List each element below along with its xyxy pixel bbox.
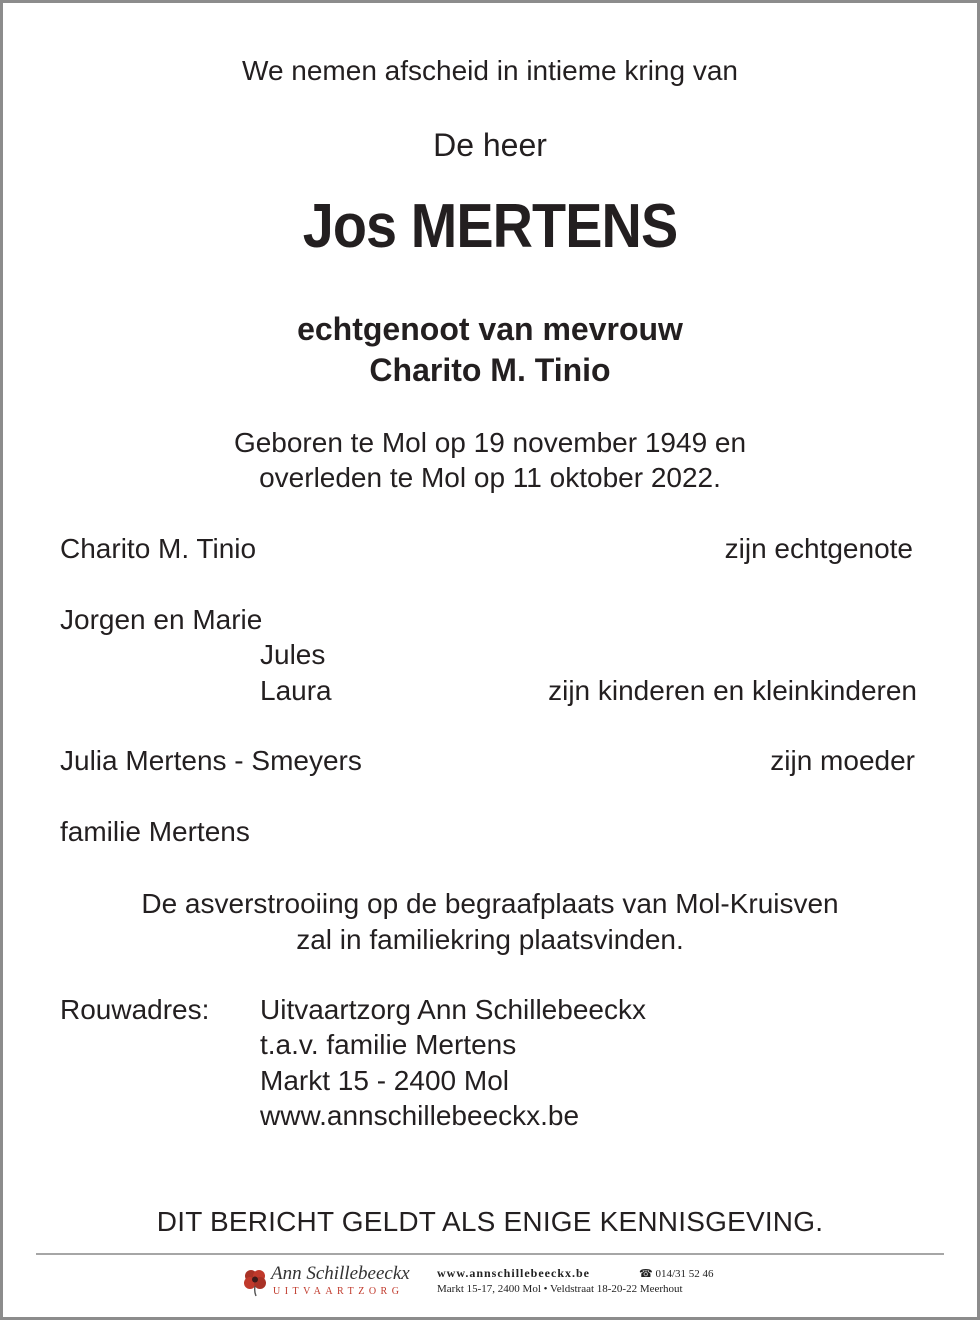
official-notice: DIT BERICHT GELDT ALS ENIGE KENNISGEVING. xyxy=(156,1206,824,1237)
spouse-line-1: echtgenoot van mevrouw xyxy=(297,311,683,347)
footer-addresses: Markt 15-17, 2400 Mol • Veldstraat 18-20-22 Meerhout xyxy=(437,1283,683,1295)
grandchild-1: Jules xyxy=(260,639,326,670)
children-relation: zijn kinderen en kleinkinderen xyxy=(548,675,917,706)
family-line: familie Mertens xyxy=(60,816,250,847)
footer-website-link[interactable]: www.annschillebeeckx.be xyxy=(437,1266,591,1280)
footer-phone: ☎ 014/31 52 46 xyxy=(639,1268,714,1280)
intro-text: We nemen afscheid in intieme kring van xyxy=(242,55,738,86)
wife-relation: zijn echtgenote xyxy=(724,533,913,564)
ceremony-note xyxy=(3,886,977,958)
mother-relation: zijn moeder xyxy=(770,745,915,776)
address-line-2: t.a.v. familie Mertens xyxy=(260,1029,517,1060)
brand-subtitle: UITVAARTZORG xyxy=(273,1286,404,1297)
address-line-4[interactable]: www.annschillebeeckx.be xyxy=(260,1100,580,1131)
poppy-logo-icon xyxy=(241,1265,269,1297)
life-dates xyxy=(3,425,977,495)
spouse-line-2: Charito M. Tinio xyxy=(369,352,611,388)
funeral-home-footer xyxy=(241,1261,761,1305)
address-line-3: Markt 15 - 2400 Mol xyxy=(260,1065,509,1096)
deceased-name: Jos MERTENS xyxy=(302,192,678,261)
ceremony-line-2: zal in familiekring plaatsvinden. xyxy=(296,924,684,955)
honorific: De heer xyxy=(433,127,547,163)
wife-name: Charito M. Tinio xyxy=(60,533,257,564)
spouse-block xyxy=(3,309,977,391)
brand-name: Ann Schillebeeckx xyxy=(271,1263,410,1284)
address-label: Rouwadres: xyxy=(60,994,210,1025)
ceremony-line-1: De asverstrooiing op de begraafplaats van Mol-Kruisven xyxy=(141,888,839,919)
death-line: overleden te Mol op 11 oktober 2022. xyxy=(259,462,721,493)
address-line-1: Uitvaartzorg Ann Schillebeeckx xyxy=(260,994,646,1025)
footer-divider xyxy=(36,1253,944,1255)
mother-name: Julia Mertens - Smeyers xyxy=(60,745,362,776)
birth-line: Geboren te Mol op 19 november 1949 en xyxy=(233,427,747,458)
grandchild-2: Laura xyxy=(260,675,332,706)
children-names: Jorgen en Marie xyxy=(60,604,263,635)
